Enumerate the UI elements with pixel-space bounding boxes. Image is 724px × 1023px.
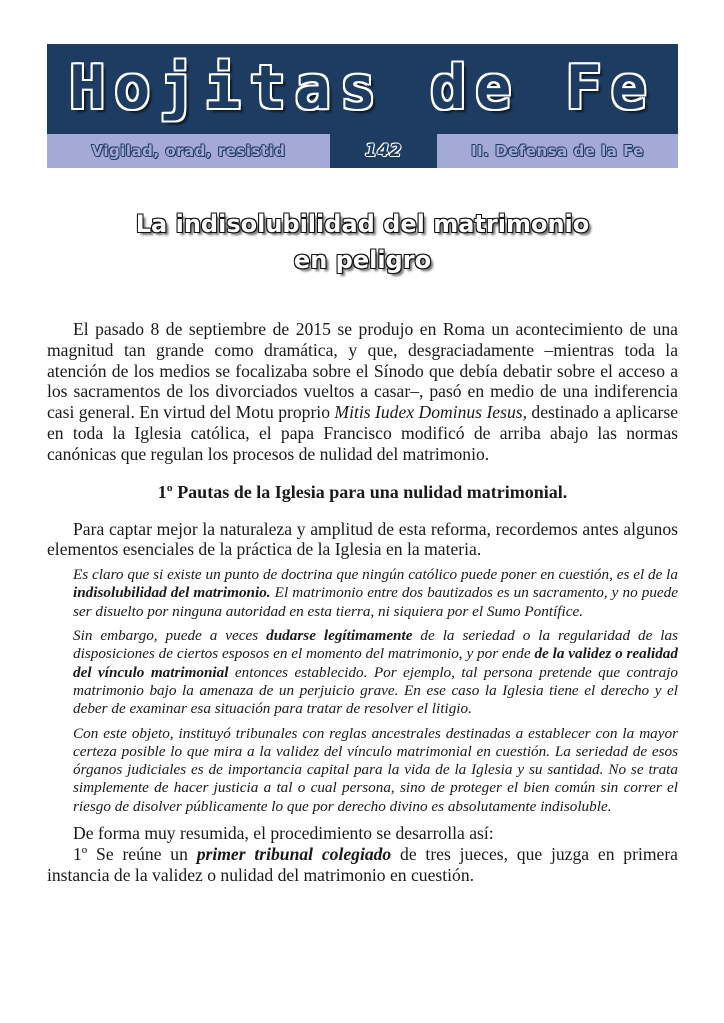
summary-line: De forma muy resumida, el procedimiento se desarrolla así: xyxy=(73,823,494,844)
quote2-e: entonces establecido. Por ejemplo, tal persona pretende que contrajo matrimonio bajo la amenaza de un perjuicio grave. En ese caso la Iglesia tiene el derecho y el deber de examinar esa situación para tratar de resolver el litigio. xyxy=(73,663,679,718)
section-intro: Para captar mejor la naturaleza y amplitud de esta reforma, recordemos antes algunos elementos esenciales de la práctica de la Iglesia en la materia. xyxy=(47,518,678,560)
intro-text-a: El pasado 8 de septiembre de 2015 se produjo en Roma un acontecimiento de una magnitud tan grande como dramática, y que, desgraciadamente –mientras toda la atención de los medios se focalizaba sobre el Sínodo que debía debatir sobre el acceso a los sacramentos de los divorciados vueltos a casar–, pasó en medio de una indiferencia casi general. En virtud del Motu proprio xyxy=(47,319,678,423)
header-band xyxy=(47,134,678,168)
quote-paragraph-1 xyxy=(73,566,678,621)
article-body xyxy=(47,319,678,885)
step1-c: de tres jueces, que juzga en primera instancia de la validez o nulidad del matrimonio en cuestión. xyxy=(47,843,678,885)
quote2-c: de la seriedad o la regularidad de las disposiciones de ciertos esposos en el momento del matrimonio, y por ende xyxy=(73,627,679,663)
article-title xyxy=(47,206,678,278)
publication-title: Hojitas de Fe xyxy=(69,53,656,123)
step1-a: 1º Se reúne un xyxy=(73,843,197,864)
issue-number: 142 xyxy=(330,134,437,168)
intro-text-b: destinado a aplicarse en toda la Iglesia católica, el papa Francisco modificó de arriba abajo las normas canónicas que regulan los procesos de nulidad del matrimonio. xyxy=(47,402,678,464)
quote2-emphasis-2: de la validez o realidad del vínculo matrimonial xyxy=(73,645,678,681)
masthead xyxy=(47,44,678,134)
quote1-c: El matrimonio entre dos bautizados es un sacramento, y no puede ser disuelto por ninguna autoridad en esta tierra, ni siquiera por el Sumo Pontífice. xyxy=(73,584,678,620)
quote2-emphasis-1: dudarse legítimamente xyxy=(266,627,413,645)
step-1 xyxy=(47,844,678,886)
quote1-a: Es claro que si existe un punto de doctrina que ningún católico puede poner en cuestión, es el de la xyxy=(73,566,678,584)
intro-paragraph xyxy=(47,319,678,465)
article-title-line2: en peligro xyxy=(293,246,432,274)
motu-proprio-title: Mitis Iudex Dominus Iesus, xyxy=(334,402,527,423)
article-title-line1: La indisolubilidad del matrimonio xyxy=(135,210,590,238)
step1-emphasis: primer tribunal colegiado xyxy=(196,843,392,864)
motto: Vigilad, orad, resistid xyxy=(91,142,286,160)
quote-paragraph-2 xyxy=(73,627,678,718)
series-section: II. Defensa de la Fe xyxy=(471,142,644,160)
quote2-a: Sin embargo, puede a veces xyxy=(73,627,267,645)
quote-paragraph-3: Con este objeto, instituyó tribunales con reglas ancestrales destinadas a establecer con la mayor certeza posible lo que mira a la validez del vínculo matrimonial en cuestión. La seriedad de esos órganos judiciales es de importancia capital para la vida de la Iglesia y su santidad. No se trata simplemente de hacer justicia a tal o cual persona, sino de proteger el bien común sin correr el riesgo de disolver públicamente lo que por derecho divino es absolutamente indisoluble. xyxy=(73,724,678,815)
section-heading: 1º Pautas de la Iglesia para una nulidad matrimonial. xyxy=(157,481,568,502)
quote1-emphasis: indisolubilidad del matrimonio. xyxy=(73,584,271,602)
